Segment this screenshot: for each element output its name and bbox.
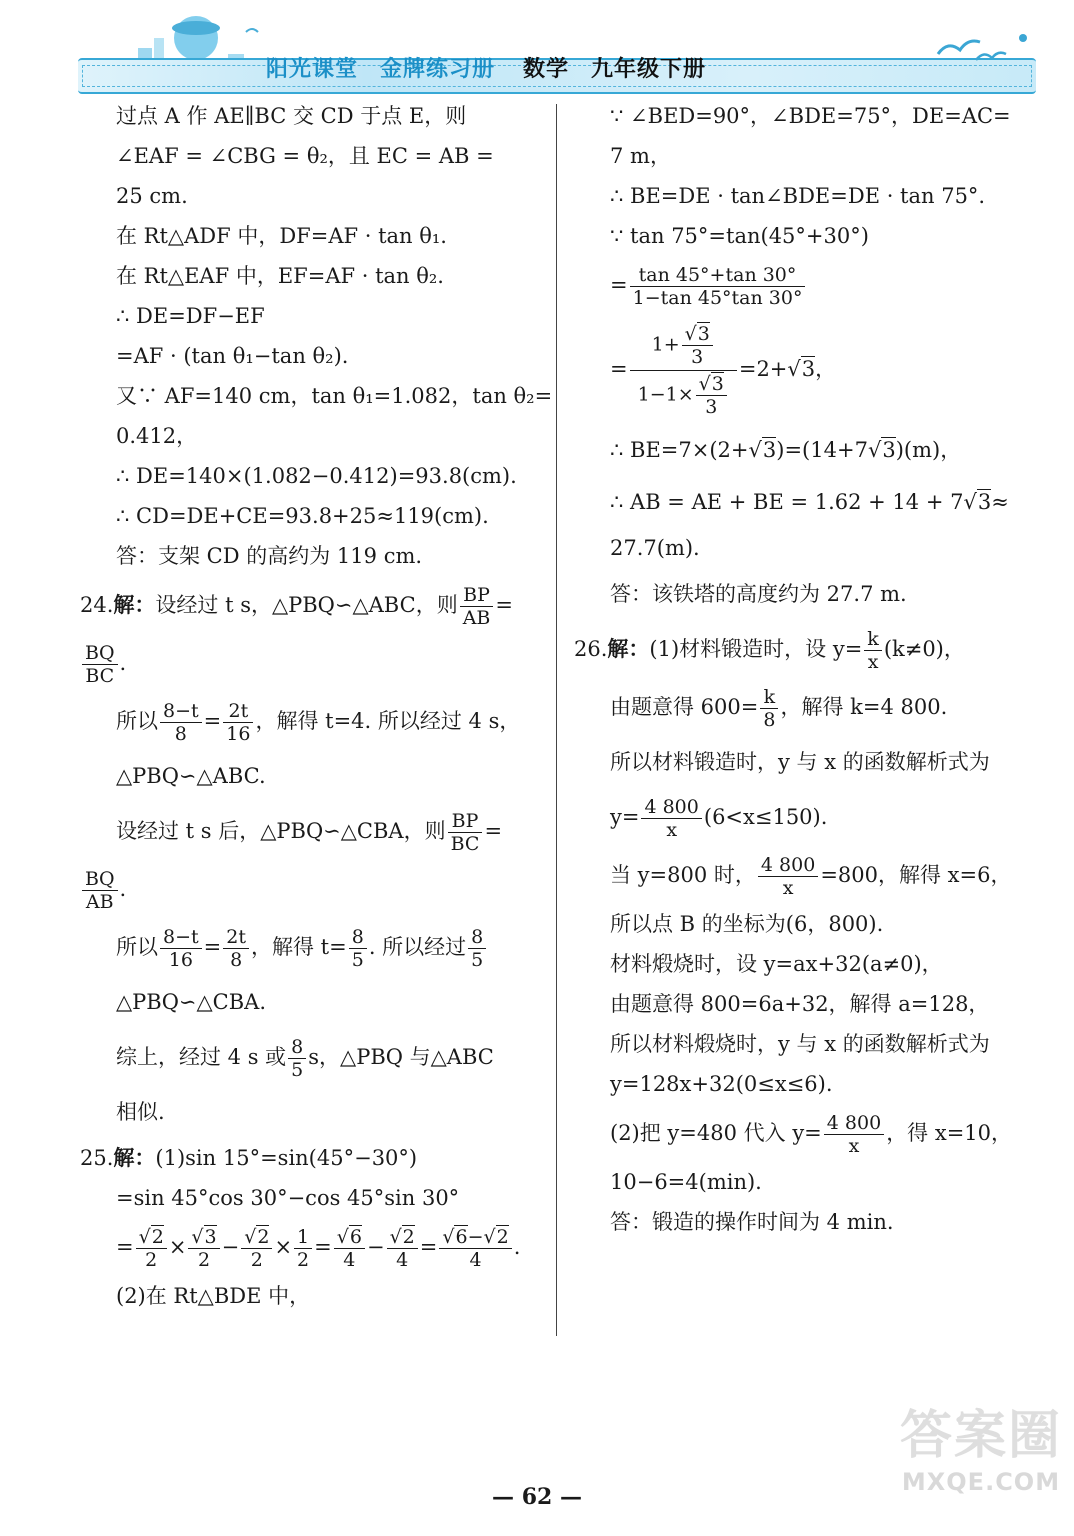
denominator: 8: [763, 709, 776, 731]
text-line: ∴ DE=DF−EF: [116, 304, 265, 328]
text-run: 由题意得 600=: [610, 695, 759, 719]
denominator: 4: [469, 1249, 482, 1271]
header-title: [266, 52, 706, 83]
denominator: 2: [297, 1249, 310, 1271]
series-name: 金牌练习册: [380, 57, 496, 82]
fraction: [864, 628, 882, 673]
text-run: 综上，经过 4 s 或: [116, 1045, 287, 1069]
text-line: y=128x+32(0≤x≤6).: [610, 1072, 833, 1096]
text-run: . 所以经过: [368, 935, 467, 959]
text-run: =: [116, 1235, 134, 1259]
denominator: AB: [462, 607, 491, 629]
denominator: 2: [197, 1249, 211, 1271]
fraction: [82, 642, 118, 687]
text-run: ×: [168, 1235, 187, 1259]
equation-line: [574, 1104, 1044, 1162]
question-25-head: [80, 1138, 550, 1178]
denominator: AB: [85, 891, 114, 913]
fraction: [630, 264, 806, 309]
text-line: 27.7(m).: [610, 536, 700, 560]
numerator: √6: [334, 1226, 365, 1249]
numerator: 2t: [223, 700, 253, 723]
denominator: x: [782, 877, 794, 899]
denominator: 4: [396, 1249, 409, 1271]
text-line: ∵ tan 75°=tan(45°+30°): [610, 224, 869, 248]
text-run: =: [419, 1235, 438, 1259]
numerator: √2: [136, 1226, 167, 1249]
brand-name: 阳光课堂: [266, 57, 359, 82]
equation-line: [80, 1218, 550, 1276]
denominator: [630, 371, 737, 420]
solution-label: 解：: [607, 636, 650, 661]
fraction: [696, 373, 727, 418]
radicand: 2: [496, 1226, 509, 1248]
numerator: 4 800: [641, 796, 701, 819]
text-run: (6<x≤150).: [703, 805, 828, 829]
text-line: 所以材料锻造时，y 与 x 的函数解析式为: [610, 750, 990, 774]
answer-line: 答：锻造的操作时间为 4 min.: [610, 1210, 894, 1234]
equation-line: [80, 692, 550, 750]
text-run: (1)材料锻造时，设 y=: [649, 637, 863, 661]
text-run: (2)把 y=480 代入 y=: [610, 1121, 822, 1145]
fraction: [682, 323, 713, 368]
radicand: 3: [711, 373, 724, 395]
fraction: [641, 796, 701, 841]
denominator: 3: [705, 396, 718, 418]
text-line: ∴ DE=140×(1.082−0.412)=93.8(cm).: [116, 464, 517, 488]
text-run: =: [484, 819, 503, 843]
text-line: 所以点 B 的坐标为(6，800).: [610, 912, 884, 936]
text-line: 由题意得 800=6a+32，解得 a=128，: [610, 992, 990, 1016]
radicand: 3: [697, 323, 710, 345]
radicand: 2: [151, 1226, 164, 1248]
fraction: [758, 854, 818, 899]
numerator: 4 800: [824, 1112, 884, 1135]
denominator: 1−tan 45°tan 30°: [632, 287, 803, 309]
text-line: 所以材料煅烧时，y 与 x 的函数解析式为: [610, 1032, 990, 1056]
equation-line: [574, 678, 1044, 736]
numerator: k: [760, 686, 778, 709]
fraction: [439, 1226, 511, 1271]
denominator: 2: [145, 1249, 158, 1271]
answer-line: 答：该铁塔的高度约为 27.7 m.: [610, 582, 907, 606]
fraction: [760, 686, 778, 731]
text-line: 0.412，: [116, 424, 198, 448]
radicand: 2: [257, 1226, 270, 1248]
denominator: 16: [226, 723, 251, 745]
text-line: 在 Rt△EAF 中，EF=AF · tan θ₂.: [116, 264, 444, 288]
numerator: √3: [682, 323, 713, 346]
text-line: 过点 A 作 AE∥BC 交 CD 于点 E，则: [116, 104, 467, 128]
equation-line: [80, 802, 550, 860]
column-divider: [556, 104, 557, 1336]
text-line: ∵ ∠BED=90°，∠BDE=75°，DE=AC=: [610, 104, 1011, 128]
birds-icon: [928, 26, 1038, 66]
equation-line: ∴ AB = AE + BE = 1.62 + 14 + 7√3≈: [610, 490, 1009, 514]
radicand: 3: [977, 490, 992, 514]
fraction: [82, 868, 118, 913]
numerator: BQ: [82, 642, 118, 665]
fraction: [160, 700, 202, 745]
numerator: [630, 321, 737, 371]
denominator: x: [666, 819, 678, 841]
denominator: 3: [691, 346, 704, 368]
denominator: 5: [291, 1059, 304, 1081]
text-line: ∴ CD=DE+CE=93.8+25≈119(cm).: [116, 504, 489, 528]
numerator: 1: [294, 1226, 312, 1249]
numerator: k: [864, 628, 882, 651]
text-run: 设经过 t s 后，△PBQ∽△CBA，则: [116, 819, 446, 843]
fraction: [334, 1226, 365, 1271]
text-line: 7 m，: [610, 144, 671, 168]
text-line: (2)在 Rt△BDE 中，: [116, 1284, 311, 1308]
numerator: 8−t: [160, 926, 202, 949]
numerator: tan 45°+tan 30°: [630, 264, 806, 287]
page-header: [78, 8, 1038, 88]
text-line: ∴ BE=DE · tan∠BDE=DE · tan 75°.: [610, 184, 986, 208]
radicand: 2: [402, 1226, 415, 1248]
equation-line: [574, 256, 1044, 314]
denominator: 5: [471, 949, 484, 971]
text-line: △PBQ∽△CBA.: [116, 990, 267, 1014]
text-line: 相似.: [116, 1100, 165, 1124]
denominator: BC: [85, 665, 115, 687]
numerator: √6−√2: [439, 1226, 511, 1249]
text-line: 又∵ AF=140 cm，tan θ₁=1.082，tan θ₂=: [116, 384, 553, 408]
text-run: =: [495, 593, 513, 617]
text-run: )(m)，: [895, 438, 962, 462]
fraction: [241, 1226, 272, 1271]
radicand: 3: [801, 357, 816, 381]
text-run: )=(14+7: [776, 438, 868, 462]
fraction: [387, 1226, 418, 1271]
denominator: 8: [230, 949, 243, 971]
grade-name: 九年级下册: [591, 57, 707, 82]
text-line: 材料煅烧时，设 y=ax+32(a≠0)，: [610, 952, 943, 976]
equation-line: [574, 788, 1044, 846]
equation-line: = 1+ $\frac{√3}{3}$ 1−1× $\frac{√3}{3}$ =2+√3，: [610, 323, 837, 418]
radicand: 3: [882, 438, 896, 462]
numerator: 8−t: [160, 700, 202, 723]
denominator: 4: [343, 1249, 356, 1271]
text-line: ∠EAF = ∠CBG = θ₂，且 EC = AB =: [116, 144, 494, 168]
text-run: .: [119, 651, 127, 675]
fraction: [136, 1226, 167, 1271]
radicand: 3: [762, 438, 777, 462]
watermark: [896, 1404, 1066, 1524]
numerator: BQ: [82, 868, 118, 891]
text-line: △PBQ∽△ABC.: [116, 764, 266, 788]
text-run: 1+: [651, 333, 680, 356]
numerator: 8: [288, 1036, 306, 1059]
fraction: [188, 1226, 219, 1271]
text-run: 设经过 t s，△PBQ∽△ABC，则: [155, 593, 458, 617]
fraction: [294, 1226, 312, 1271]
equation-line: ∴ BE=7×(2+√3)=(14+7√3)(m)，: [610, 438, 962, 462]
text-run: ×: [274, 1235, 293, 1259]
numerator: 8: [468, 926, 486, 949]
solution-label: 解：: [113, 592, 156, 617]
text-run: ，解得 t=4. 所以经过 4 s，: [255, 709, 521, 733]
watermark-logo: 答案圈: [899, 1406, 1062, 1466]
text-run: 当 y=800 时，: [610, 863, 756, 887]
denominator: 8: [174, 723, 187, 745]
text-run: 所以: [116, 709, 158, 733]
numerator: √2: [241, 1226, 272, 1249]
question-24-head: [80, 576, 550, 634]
text-line: =sin 45°cos 30°−cos 45°sin 30°: [116, 1186, 460, 1210]
numerator: √3: [696, 373, 727, 396]
numerator: 8: [349, 926, 367, 949]
text-run: =: [203, 709, 222, 733]
text-run: =2+: [738, 357, 788, 381]
text-run: −: [221, 1235, 240, 1259]
text-run: =: [314, 1235, 332, 1259]
denominator: 5: [351, 949, 364, 971]
equation-line: [574, 846, 1044, 904]
page-number: — 62 —: [492, 1484, 582, 1510]
denominator: x: [867, 651, 879, 673]
text-run: ，解得 k=4 800.: [780, 695, 948, 719]
fraction: [460, 584, 494, 629]
text-run: y=: [610, 805, 640, 829]
text-line: 10−6=4(min).: [610, 1170, 762, 1194]
fraction: [468, 926, 486, 971]
subject-name: 数学: [523, 57, 570, 82]
text-line: =AF · (tan θ₁−tan θ₂).: [116, 344, 349, 368]
fraction-line: [80, 860, 550, 918]
numerator: √2: [387, 1226, 418, 1249]
right-column: [574, 96, 1044, 1242]
question-number: 25.: [80, 1146, 114, 1170]
text-run: ，解得 t=: [251, 935, 347, 959]
numerator: 2t: [223, 926, 249, 949]
text-run: =800，解得 x=6，: [820, 863, 1012, 887]
complex-fraction: [630, 321, 737, 420]
text-line: 在 Rt△ADF 中，DF=AF · tan θ₁.: [116, 224, 447, 248]
equation-line: [80, 1028, 550, 1086]
numerator: BP: [448, 810, 483, 833]
text-run: (1)sin 15°=sin(45°−30°): [155, 1146, 418, 1170]
denominator: 2: [250, 1249, 263, 1271]
fraction: [223, 926, 249, 971]
radicand: 6: [349, 1226, 362, 1248]
text-run: =: [610, 273, 628, 297]
denominator: BC: [450, 833, 480, 855]
text-run: (k≠0)，: [883, 637, 965, 661]
watermark-url: MXQE.COM: [901, 1468, 1061, 1496]
denominator: x: [848, 1135, 860, 1157]
numerator: BP: [460, 584, 494, 607]
question-number: 24.: [80, 593, 114, 617]
question-26-head: [574, 620, 1044, 678]
text-run: ≈: [991, 490, 1009, 514]
text-run: 所以: [116, 935, 158, 959]
numerator: √3: [188, 1226, 219, 1249]
text-run: =: [610, 357, 628, 381]
fraction: [288, 1036, 306, 1081]
radicand: 6: [455, 1226, 468, 1248]
text-run: =: [203, 935, 222, 959]
fraction: [448, 810, 483, 855]
fraction: [223, 700, 253, 745]
text-run: s，△PBQ 与△ABC: [308, 1045, 494, 1069]
text-run: .: [119, 877, 127, 901]
fraction: [824, 1112, 884, 1157]
equation-line: [80, 918, 550, 976]
text-run: ，得 x=10，: [886, 1121, 1013, 1145]
answer-line: 答：支架 CD 的高约为 119 cm.: [116, 544, 423, 568]
text-run: ，: [815, 357, 837, 381]
fraction: [349, 926, 367, 971]
text-line: 25 cm.: [116, 184, 188, 208]
question-number: 26.: [574, 637, 608, 661]
radicand: 3: [204, 1226, 217, 1248]
fraction-line: [80, 634, 550, 692]
text-run: 1−1×: [637, 383, 694, 406]
numerator: 4 800: [758, 854, 818, 877]
solution-label: 解：: [113, 1145, 156, 1170]
fraction: [160, 926, 202, 971]
text-run: .: [513, 1235, 521, 1259]
text-run: ∴ AB = AE + BE = 1.62 + 14 + 7: [610, 490, 964, 514]
text-run: −: [366, 1235, 385, 1259]
denominator: 16: [168, 949, 193, 971]
text-run: ∴ BE=7×(2+: [610, 438, 749, 462]
left-column: [80, 96, 553, 1316]
